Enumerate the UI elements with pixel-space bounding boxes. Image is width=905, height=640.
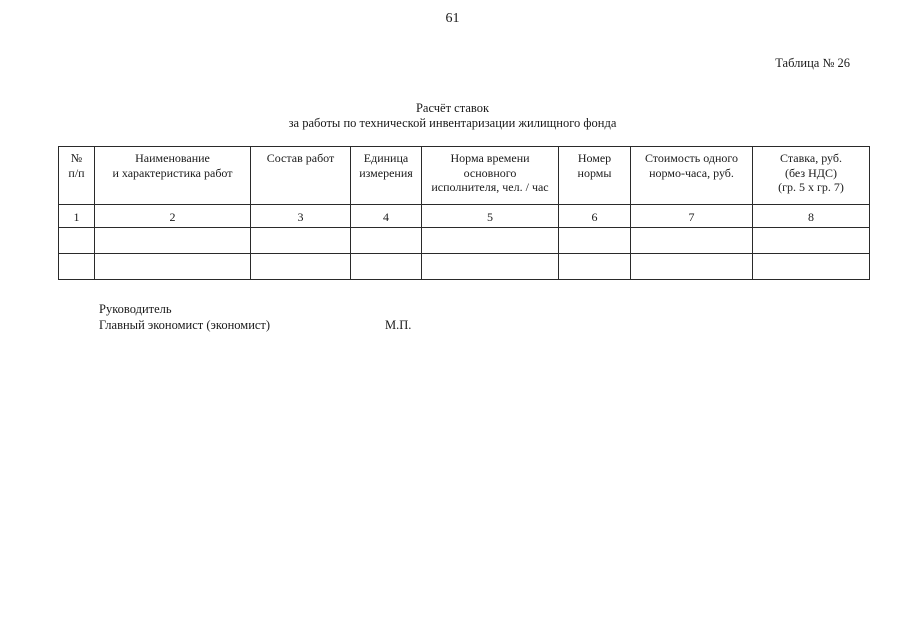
column-number-cell: 5 bbox=[422, 205, 559, 228]
table-cell bbox=[351, 228, 422, 254]
column-number-cell: 4 bbox=[351, 205, 422, 228]
table-cell bbox=[59, 228, 95, 254]
table-cell bbox=[753, 228, 870, 254]
table-cell bbox=[753, 254, 870, 280]
document-title bbox=[0, 101, 905, 131]
column-number-cell: 3 bbox=[251, 205, 351, 228]
column-number-cell: 1 bbox=[59, 205, 95, 228]
table-cell bbox=[95, 228, 251, 254]
table-cell bbox=[351, 254, 422, 280]
header-cell-norm-number: Номер нормы bbox=[559, 147, 631, 205]
table-cell bbox=[251, 228, 351, 254]
title-line-1: Расчёт ставок bbox=[415, 101, 490, 115]
table-cell bbox=[95, 254, 251, 280]
header-cell-hour-cost: Стоимость одного нормо-часа, руб. bbox=[631, 147, 753, 205]
column-number-row bbox=[59, 205, 870, 228]
column-number-cell: 7 bbox=[631, 205, 753, 228]
table-cell bbox=[422, 254, 559, 280]
header-cell-time-norm: Норма времени основного исполнителя, чел. / час bbox=[422, 147, 559, 205]
header-cell-rate: Ставка, руб. (без НДС) (гр. 5 х гр. 7) bbox=[753, 147, 870, 205]
signature-block bbox=[99, 301, 270, 333]
header-cell-work-composition: Состав работ bbox=[251, 147, 351, 205]
table-cell bbox=[251, 254, 351, 280]
rates-table bbox=[58, 146, 870, 280]
header-cell-name: Наименование и характеристика работ bbox=[95, 147, 251, 205]
signature-economist: Главный экономист (экономист) bbox=[99, 318, 271, 332]
table-row bbox=[59, 254, 870, 280]
table-cell bbox=[422, 228, 559, 254]
title-line-2: за работы по технической инвентаризации жилищного фонда bbox=[288, 116, 617, 130]
table-cell bbox=[559, 228, 631, 254]
table-cell bbox=[631, 228, 753, 254]
header-row bbox=[59, 147, 870, 205]
page-number: 61 bbox=[445, 11, 460, 26]
column-number-cell: 6 bbox=[559, 205, 631, 228]
table-number: Таблица № 26 bbox=[775, 56, 850, 70]
table-row bbox=[59, 228, 870, 254]
stamp-placeholder: М.П. bbox=[385, 318, 412, 332]
signature-head: Руководитель bbox=[99, 302, 172, 316]
header-cell-index: № п/п bbox=[59, 147, 95, 205]
table-cell bbox=[631, 254, 753, 280]
header-cell-unit: Единица измерения bbox=[351, 147, 422, 205]
column-number-cell: 2 bbox=[95, 205, 251, 228]
column-number-cell: 8 bbox=[753, 205, 870, 228]
table-cell bbox=[559, 254, 631, 280]
table-cell bbox=[59, 254, 95, 280]
